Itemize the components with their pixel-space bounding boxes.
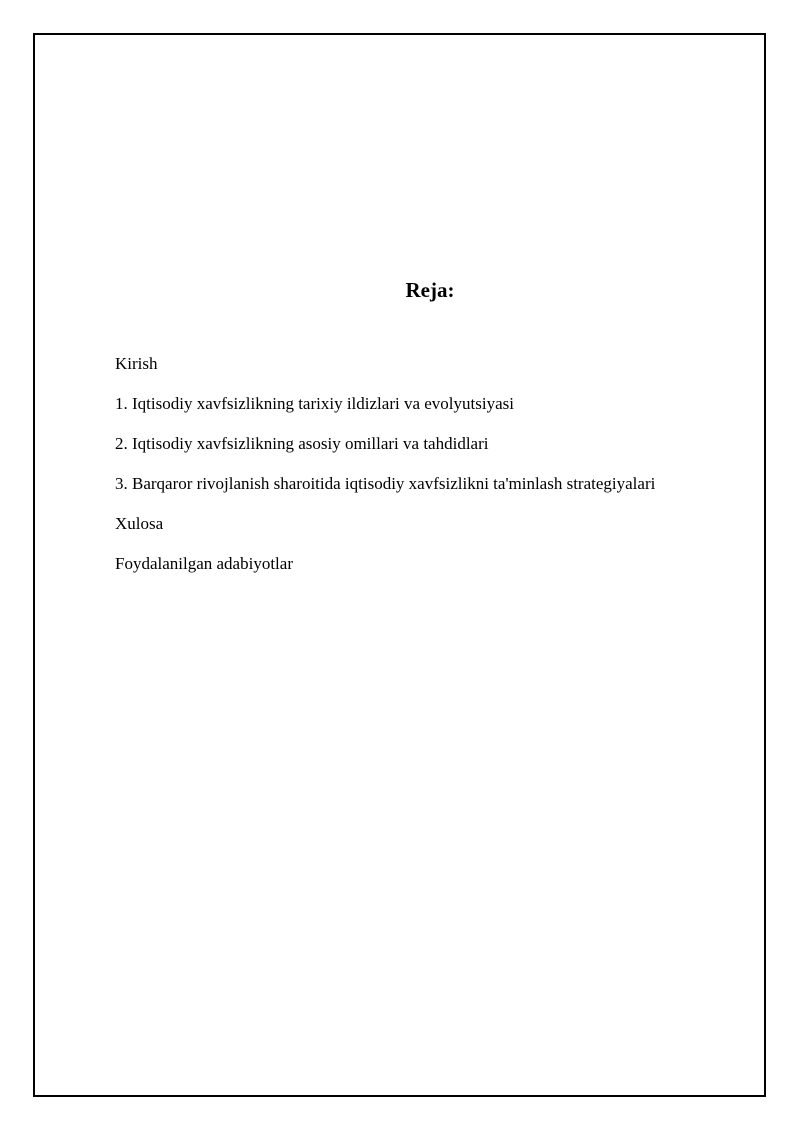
toc-item-conclusion: Xulosa [115, 514, 164, 533]
toc-item-introduction: Kirish [115, 354, 158, 373]
page-title: Reja: [405, 278, 455, 302]
toc-item-references: Foydalanilgan adabiyotlar [115, 554, 293, 573]
table-of-contents [115, 354, 655, 594]
toc-item-chapter-2: 2. Iqtisodiy xavfsizlikning asosiy omillari va tahdidlari [115, 434, 489, 453]
toc-item-chapter-1: 1. Iqtisodiy xavfsizlikning tarixiy ildizlari va evolyutsiyasi [115, 394, 514, 413]
toc-item-chapter-3: 3. Barqaror rivojlanish sharoitida iqtisodiy xavfsizlikni ta'minlash strategiyalari [115, 474, 656, 493]
